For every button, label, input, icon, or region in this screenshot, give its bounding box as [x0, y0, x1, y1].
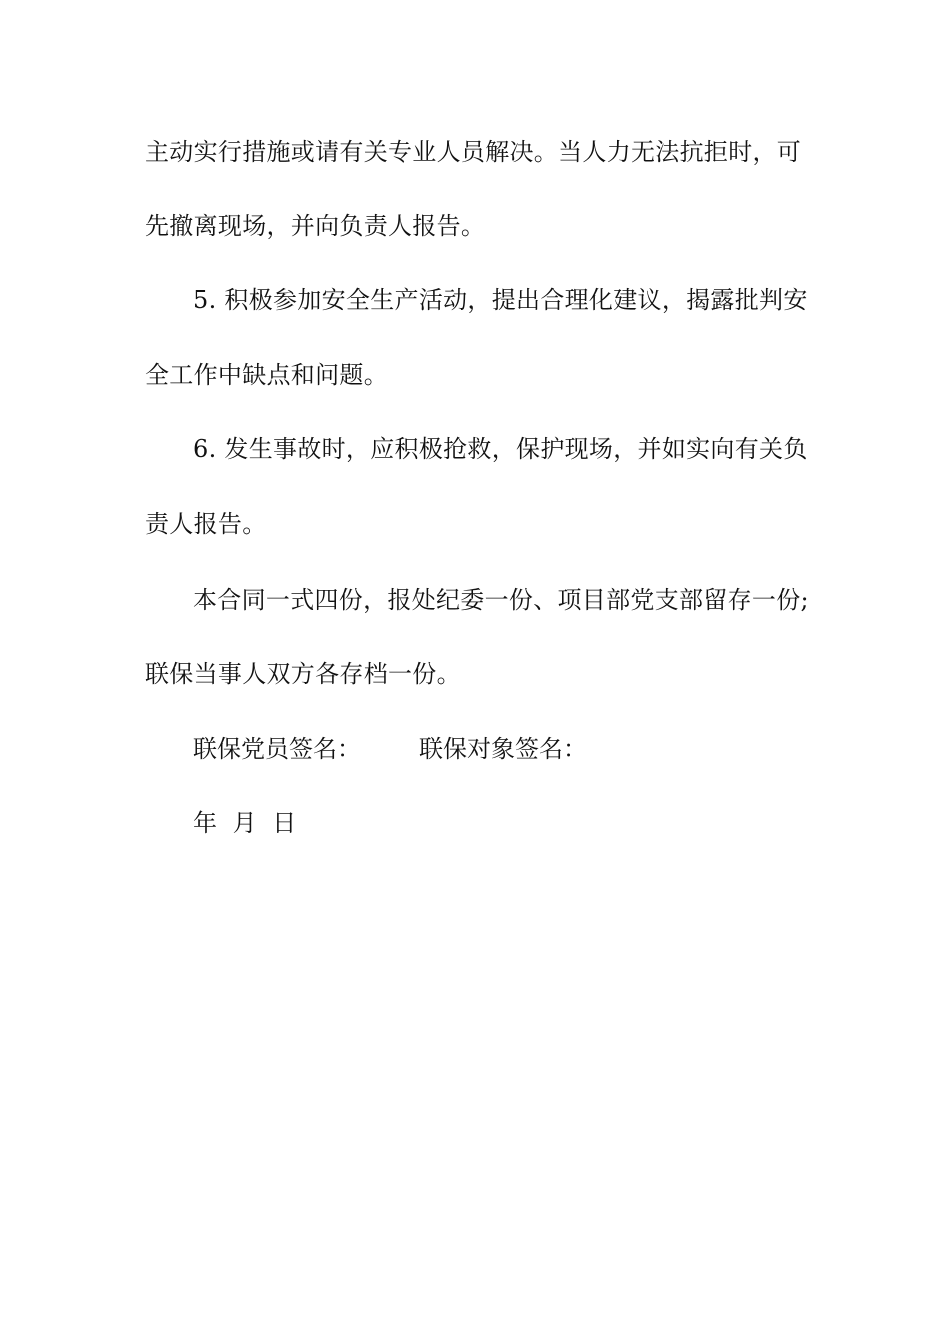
date-line: 年 月 日 — [193, 809, 297, 837]
party-member-signature-label: 联保党员签名： — [193, 735, 361, 763]
paragraph-line: 5. 积极参加安全生产活动，提出合理化建议，揭露批判安 — [193, 286, 808, 314]
paragraph-line: 主动实行措施或请有关专业人员解决。当人力无法抗拒时，可 — [145, 138, 802, 166]
paragraph-line: 责人报告。 — [145, 510, 267, 538]
signature-row — [193, 734, 587, 764]
target-signature-label: 联保对象签名： — [419, 735, 587, 763]
paragraph-line: 6. 发生事故时，应积极抢救，保护现场，并如实向有关负 — [193, 435, 808, 463]
paragraph-line: 全工作中缺点和问题。 — [145, 361, 388, 389]
paragraph-line: 联保当事人双方各存档一份。 — [145, 660, 461, 688]
paragraph-line: 本合同一式四份，报处纪委一份、项目部党支部留存一份; — [193, 586, 809, 614]
paragraph-line: 先撤离现场，并向负责人报告。 — [145, 212, 486, 240]
